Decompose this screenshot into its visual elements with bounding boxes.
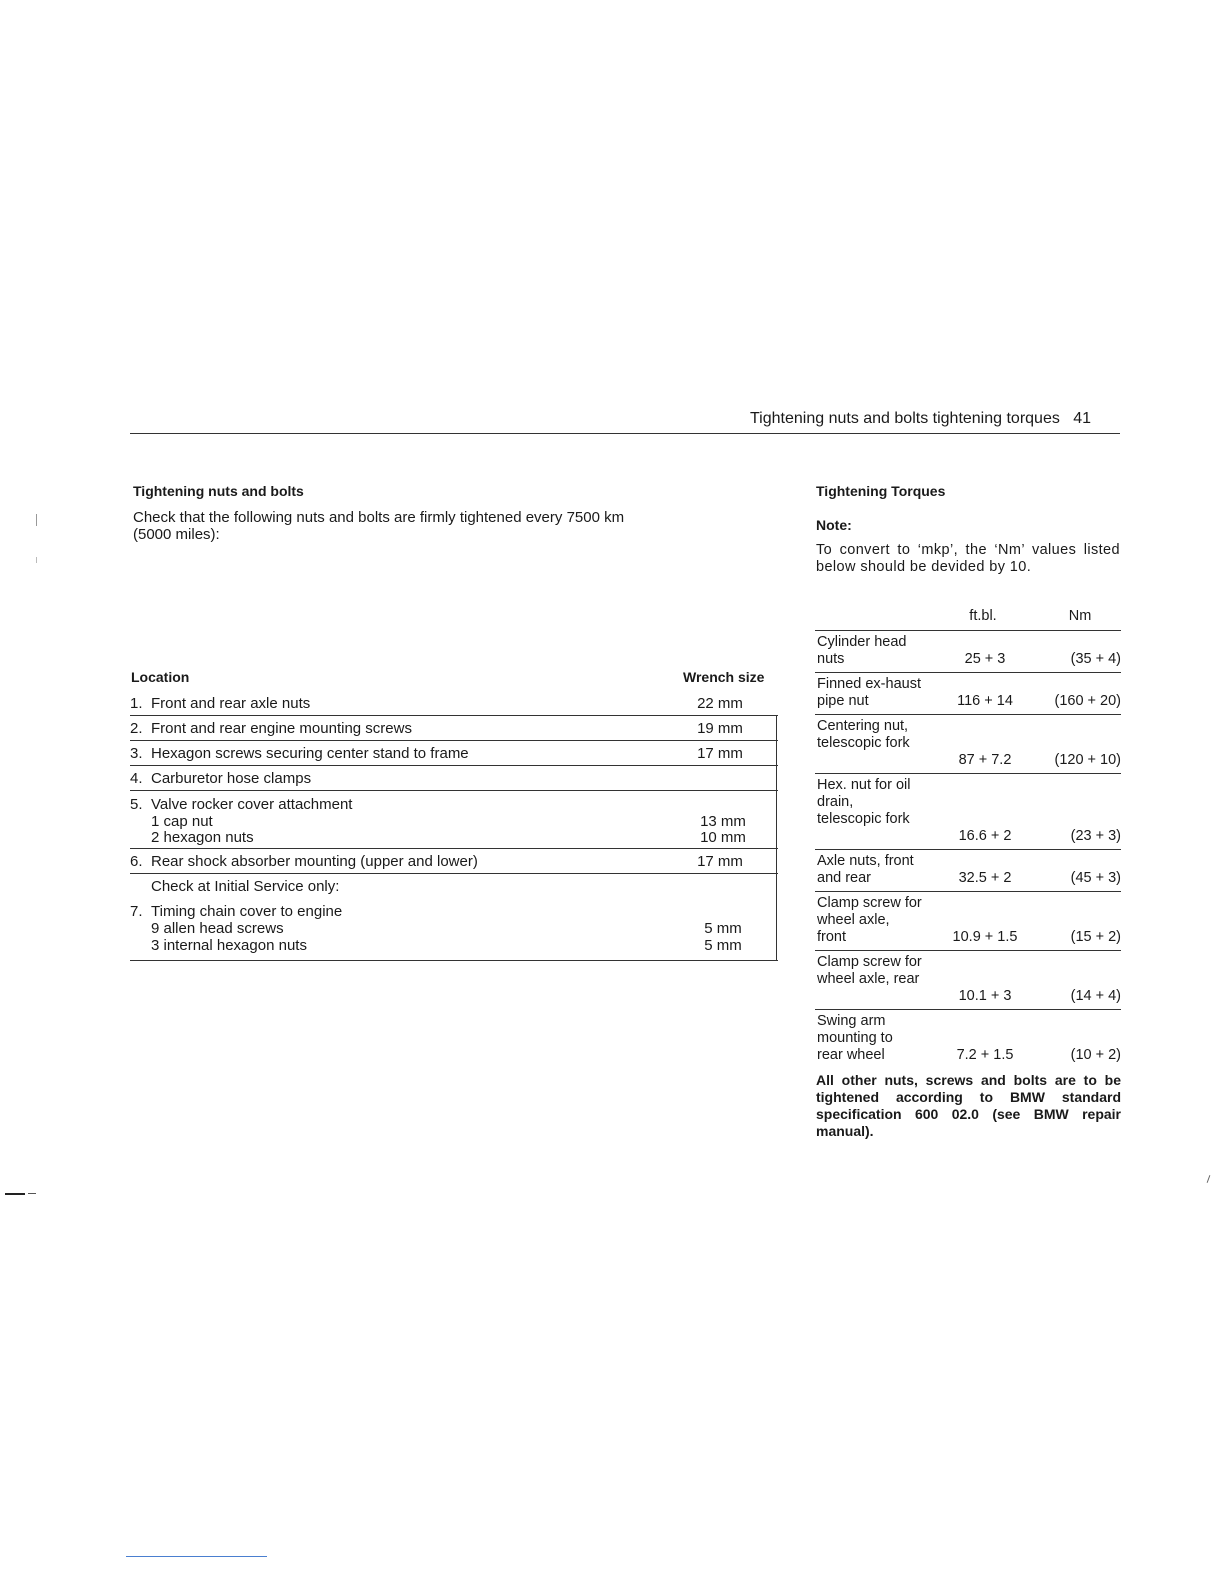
table-row: Centering nut, telescopic fork 87 + 7.2 (120 + 10): [815, 714, 1121, 773]
intro-line-2: (5000 miles):: [133, 526, 220, 543]
table-row: Clamp screw for wheel axle, front 10.9 + 1.5 (15 + 2): [815, 891, 1121, 950]
note-label: Note:: [816, 517, 852, 533]
table-row: Check at Initial Service only:: [151, 878, 340, 895]
intro-line-1: Check that the following nuts and bolts are firmly tightened every 7500 km: [133, 509, 625, 526]
column-header-nm: Nm: [1068, 608, 1092, 624]
table-row: Swing arm mounting to rear wheel 7.2 + 1.5 (10 + 2): [815, 1009, 1121, 1068]
column-header-location: Location: [131, 669, 190, 685]
table-row: 4. Carburetor hose clamps: [130, 766, 778, 791]
table-row: Cylinder head nuts 25 + 3 (35 + 4): [815, 630, 1121, 672]
page-number: 41: [1073, 410, 1091, 427]
scan-mark: [36, 514, 37, 526]
blue-underline: [126, 1556, 267, 1557]
wrench-size-table: [130, 693, 778, 961]
table-row: Axle nuts, front and rear 32.5 + 2 (45 + 3): [815, 849, 1121, 891]
section-title-nuts-bolts: Tightening nuts and bolts: [133, 483, 304, 499]
table-row: 2. Front and rear engine mounting screws 19 mm: [130, 716, 778, 741]
scan-mark: [1207, 1175, 1211, 1183]
column-header-wrench-size: Wrench size: [683, 669, 765, 685]
table-row: 1. Front and rear axle nuts 22 mm: [130, 693, 778, 716]
section-title-torques: Tightening Torques: [816, 483, 946, 499]
footnote: All other nuts, screws and bolts are to be tightened according to BMW standard specification 600 02.0 (see BMW repair manual).: [816, 1072, 1121, 1139]
table-row: 6. Rear shock absorber mounting (upper and lower) 17 mm: [130, 849, 778, 874]
column-header-ft-lb: ft.bl.: [969, 608, 997, 624]
table-row: 5. Valve rocker cover attachment 1 cap nut 13 mm 2 hexagon nuts 10 mm: [130, 791, 778, 849]
scan-mark: [5, 1193, 25, 1195]
table-row: Clamp screw for wheel axle, rear 10.1 + 3 (14 + 4): [815, 950, 1121, 1009]
page-header: [750, 410, 1091, 428]
scan-mark: [28, 1193, 36, 1194]
scan-mark: [36, 557, 37, 563]
header-title: Tightening nuts and bolts tightening torques: [750, 410, 1060, 427]
table-row: 7. Timing chain cover to engine 9 allen head screws 5 mm 3 internal hexagon nuts 5 mm: [130, 899, 778, 961]
header-rule: [130, 433, 1120, 434]
table-right-border: [776, 715, 777, 960]
torque-table: [815, 630, 1121, 1068]
note-text: To convert to ‘mkp’, the ‘Nm’ values listed below should be devided by 10.: [816, 542, 1120, 575]
table-row: Finned ex-haust pipe nut 116 + 14 (160 + 20): [815, 672, 1121, 714]
intro-text: [133, 509, 703, 543]
table-row: Hex. nut for oil drain, telescopic fork 16.6 + 2 (23 + 3): [815, 773, 1121, 849]
table-row: 3. Hexagon screws securing center stand to frame 17 mm: [130, 741, 778, 766]
